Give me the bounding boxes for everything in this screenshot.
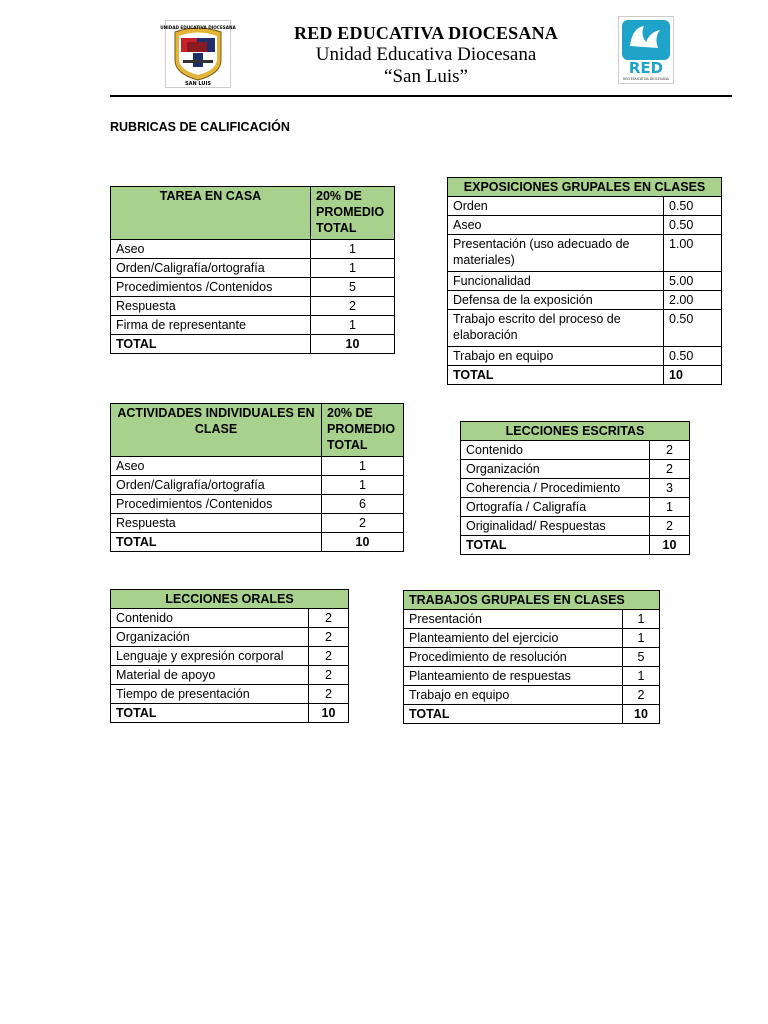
criterion-cell: Presentación (uso adecuado de materiales)	[448, 235, 664, 272]
institution-title	[246, 22, 606, 88]
table-header-cell: 20% DE PROMEDIO TOTAL	[311, 187, 395, 240]
page-header	[0, 0, 768, 96]
score-cell: 2	[650, 460, 690, 479]
table-row	[111, 628, 349, 647]
total-label: TOTAL	[111, 533, 322, 552]
total-row	[111, 533, 404, 552]
criterion-cell: Planteamiento del ejercicio	[404, 629, 623, 648]
score-cell: 0.50	[664, 197, 722, 216]
table-row	[461, 460, 690, 479]
table-header-row	[111, 187, 395, 240]
score-cell: 3	[650, 479, 690, 498]
red-network-logo	[618, 16, 674, 84]
total-value: 10	[309, 704, 349, 723]
table-row	[404, 610, 660, 629]
criterion-cell: Aseo	[111, 457, 322, 476]
table-header-row	[111, 590, 349, 609]
criterion-cell: Tiempo de presentación	[111, 685, 309, 704]
table-row	[111, 476, 404, 495]
total-label: TOTAL	[404, 705, 623, 724]
school-crest-logo	[160, 20, 236, 88]
table-row	[448, 272, 722, 291]
score-cell: 2	[309, 685, 349, 704]
table-row	[111, 666, 349, 685]
score-cell: 1	[623, 667, 660, 686]
table-header-row	[461, 422, 690, 441]
score-cell: 2.00	[664, 291, 722, 310]
table-row	[448, 197, 722, 216]
table-row	[461, 517, 690, 536]
table-row	[448, 347, 722, 366]
score-cell: 2	[309, 647, 349, 666]
table-header-row	[111, 404, 404, 457]
tarea-en-casa-table	[110, 186, 395, 354]
criterion-cell: Defensa de la exposición	[448, 291, 664, 310]
table-row	[448, 310, 722, 347]
table-row	[461, 441, 690, 460]
criterion-cell: Procedimientos /Contenidos	[111, 495, 322, 514]
table-row	[111, 259, 395, 278]
criterion-cell: Procedimiento de resolución	[404, 648, 623, 667]
score-cell: 1	[623, 629, 660, 648]
table-header-cell: ACTIVIDADES INDIVIDUALES EN CLASE	[111, 404, 322, 457]
table-row	[111, 240, 395, 259]
criterion-cell: Orden/Caligrafía/ortografía	[111, 476, 322, 495]
criterion-cell: Procedimientos /Contenidos	[111, 278, 311, 297]
criterion-cell: Orden/Caligrafía/ortografía	[111, 259, 311, 278]
score-cell: 5.00	[664, 272, 722, 291]
score-cell: 2	[322, 514, 404, 533]
total-label: TOTAL	[448, 366, 664, 385]
table-header-cell: TAREA EN CASA	[111, 187, 311, 240]
score-cell: 0.50	[664, 347, 722, 366]
total-label: TOTAL	[111, 704, 309, 723]
school-subname: “San Luis”	[384, 66, 468, 87]
criterion-cell: Trabajo en equipo	[448, 347, 664, 366]
criterion-cell: Planteamiento de respuestas	[404, 667, 623, 686]
table-row	[111, 297, 395, 316]
table-header-cell: TRABAJOS GRUPALES EN CLASES	[404, 591, 660, 610]
table-header-cell: EXPOSICIONES GRUPALES EN CLASES	[448, 178, 722, 197]
score-cell: 2	[311, 297, 395, 316]
school-name: Unidad Educativa Diocesana	[315, 44, 537, 65]
score-cell: 0.50	[664, 216, 722, 235]
table-row	[111, 457, 404, 476]
criterion-cell: Lenguaje y expresión corporal	[111, 647, 309, 666]
total-row	[404, 705, 660, 724]
table-row	[461, 479, 690, 498]
table-row	[111, 609, 349, 628]
score-cell: 6	[322, 495, 404, 514]
total-label: TOTAL	[111, 335, 311, 354]
criterion-cell: Organización	[111, 628, 309, 647]
score-cell: 2	[623, 686, 660, 705]
svg-text:RED EDUCATIVA DIOCESANA: RED EDUCATIVA DIOCESANA	[623, 77, 669, 81]
total-value: 10	[650, 536, 690, 555]
criterion-cell: Presentación	[404, 610, 623, 629]
score-cell: 5	[623, 648, 660, 667]
score-cell: 1	[623, 610, 660, 629]
criterion-cell: Orden	[448, 197, 664, 216]
score-cell: 2	[650, 517, 690, 536]
criterion-cell: Trabajo escrito del proceso de elaboración	[448, 310, 664, 347]
svg-text:UNIDAD EDUCATIVA DIOCESANA: UNIDAD EDUCATIVA DIOCESANA	[160, 25, 236, 30]
total-value: 10	[664, 366, 722, 385]
criterion-cell: Funcionalidad	[448, 272, 664, 291]
table-header-cell: 20% DE PROMEDIO TOTAL	[322, 404, 404, 457]
criterion-cell: Originalidad/ Respuestas	[461, 517, 650, 536]
total-label: TOTAL	[461, 536, 650, 555]
total-row	[111, 335, 395, 354]
table-row	[111, 514, 404, 533]
table-row	[404, 686, 660, 705]
criterion-cell: Firma de representante	[111, 316, 311, 335]
total-row	[111, 704, 349, 723]
total-value: 10	[322, 533, 404, 552]
table-row	[448, 216, 722, 235]
table-row	[111, 685, 349, 704]
table-row	[448, 291, 722, 310]
table-row	[111, 278, 395, 297]
score-cell: 2	[309, 628, 349, 647]
criterion-cell: Trabajo en equipo	[404, 686, 623, 705]
score-cell: 2	[650, 441, 690, 460]
score-cell: 2	[309, 666, 349, 685]
table-row	[111, 316, 395, 335]
svg-text:SAN LUIS: SAN LUIS	[185, 81, 211, 87]
score-cell: 1	[322, 476, 404, 495]
network-name: RED EDUCATIVA DIOCESANA	[294, 23, 558, 43]
table-header-cell: LECCIONES ORALES	[111, 590, 349, 609]
criterion-cell: Aseo	[448, 216, 664, 235]
table-row	[404, 667, 660, 686]
table-header-row	[404, 591, 660, 610]
score-cell: 1	[311, 240, 395, 259]
table-header-row	[448, 178, 722, 197]
table-row	[448, 235, 722, 272]
trabajos-grupales-table	[403, 590, 660, 724]
score-cell: 1	[322, 457, 404, 476]
criterion-cell: Organización	[461, 460, 650, 479]
exposiciones-grupales-table	[447, 177, 722, 385]
table-header-cell: LECCIONES ESCRITAS	[461, 422, 690, 441]
table-row	[404, 629, 660, 648]
score-cell: 0.50	[664, 310, 722, 347]
score-cell: 1	[650, 498, 690, 517]
table-row	[461, 498, 690, 517]
table-row	[404, 648, 660, 667]
score-cell: 1	[311, 316, 395, 335]
criterion-cell: Ortografía / Caligrafía	[461, 498, 650, 517]
criterion-cell: Aseo	[111, 240, 311, 259]
table-row	[111, 647, 349, 666]
score-cell: 2	[309, 609, 349, 628]
red-network-logo-icon	[618, 16, 674, 84]
lecciones-escritas-table	[460, 421, 690, 555]
total-value: 10	[311, 335, 395, 354]
total-value: 10	[623, 705, 660, 724]
criterion-cell: Material de apoyo	[111, 666, 309, 685]
score-cell: 1.00	[664, 235, 722, 272]
criterion-cell: Respuesta	[111, 514, 322, 533]
svg-text:RED: RED	[628, 59, 664, 77]
total-row	[448, 366, 722, 385]
header-divider	[110, 95, 732, 97]
table-row	[111, 495, 404, 514]
criterion-cell: Contenido	[111, 609, 309, 628]
criterion-cell: Coherencia / Procedimiento	[461, 479, 650, 498]
score-cell: 1	[311, 259, 395, 278]
criterion-cell: Contenido	[461, 441, 650, 460]
total-row	[461, 536, 690, 555]
school-crest-icon	[160, 20, 236, 88]
actividades-individuales-table	[110, 403, 404, 552]
lecciones-orales-table	[110, 589, 349, 723]
document-title: RUBRICAS DE CALIFICACIÓN	[110, 120, 290, 134]
criterion-cell: Respuesta	[111, 297, 311, 316]
score-cell: 5	[311, 278, 395, 297]
